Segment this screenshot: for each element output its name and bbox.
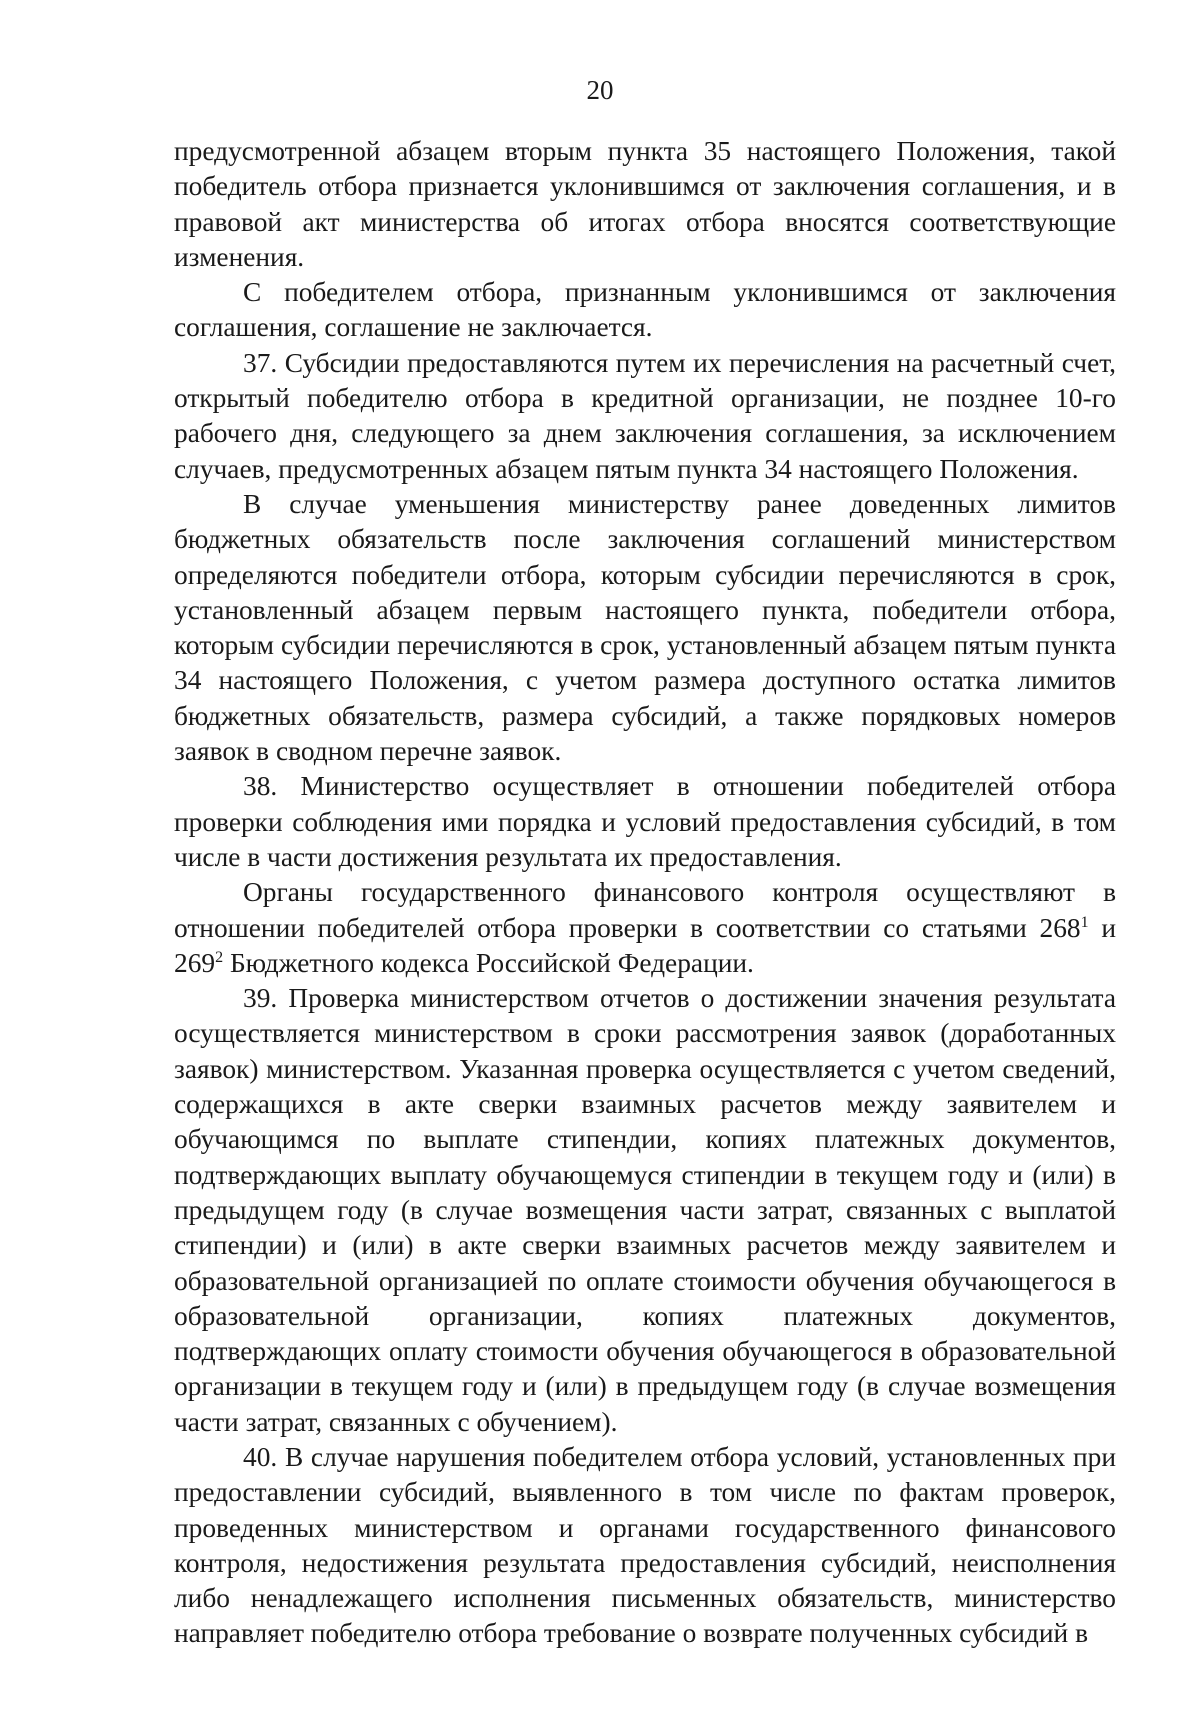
document-body xyxy=(174,134,1116,1652)
superscript: 1 xyxy=(1080,913,1089,931)
paragraph xyxy=(174,875,1116,981)
paragraph-text: Органы государственного финансового контроля осуществляют в отношении победителей отбора проверки в соответствии со статьями 268 xyxy=(174,877,1116,943)
superscript: 2 xyxy=(215,948,224,966)
paragraph xyxy=(174,769,1116,875)
paragraph xyxy=(174,346,1116,487)
paragraph xyxy=(174,487,1116,769)
paragraph-text: 38. Министерство осуществляет в отношении победителей отбора проверки соблюдения ими порядка и условий предоставления субсидий, в том числе в части достижения результата их предоставления. xyxy=(174,771,1116,872)
paragraph-text: 40. В случае нарушения победителем отбора условий, установленных при предоставлении субсидий, выявленного в том числе по фактам проверок, проведенных министерством и органами государственного финансового контроля, недостижения результата предоставления субсидий, неисполнения либо ненадлежащего исполнения письменных обязательств, министерство направляет победителю отбора требование о возврате полученных субсидий в xyxy=(174,1441,1116,1649)
paragraph-text: предусмотренной абзацем вторым пункта 35 настоящего Положения, такой победитель отбора признается уклонившимся от заключения соглашения, и в правовой акт министерства об итогах отбора вносятся соответствующие изменения. xyxy=(174,136,1116,272)
paragraph-text: С победителем отбора, признанным уклонившимся от заключения соглашения, соглашение не заключается. xyxy=(174,277,1116,343)
paragraph-text: и 269 xyxy=(174,912,1116,978)
paragraph-text: В случае уменьшения министерству ранее доведенных лимитов бюджетных обязательств после заключения соглашений министерством определяются победители отбора, которым субсидии перечисляются в срок, установленный абзацем первым настоящего пункта, победители отбора, которым субсидии перечисляются в срок, установленный абзацем пятым пункта 34 настоящего Положения, с учетом размера доступного остатка лимитов бюджетных обязательств, размера субсидий, а также порядковых номеров заявок в сводном перечне заявок. xyxy=(174,488,1116,767)
paragraph xyxy=(174,134,1116,275)
paragraph-text: 39. Проверка министерством отчетов о достижении значения результата осуществляется министерством в сроки рассмотрения заявок (доработанных заявок) министерством. Указанная проверка осуществляется с учетом сведений, содержащихся в акте сверки взаимных расчетов между заявителем и обучающимся по выплате стипендии, копиях платежных документов, подтверждающих выплату обучающемуся стипендии в текущем году и (или) в предыдущем году (в случае возмещения части затрат, связанных с выплатой стипендии) и (или) в акте сверки взаимных расчетов между заявителем и образовательной организацией по оплате стоимости обучения обучающегося в образовательной организации, копиях платежных документов, подтверждающих оплату стоимости обучения обучающегося в образовательной организации в текущем году и (или) в предыдущем году (в случае возмещения части затрат, связанных с обучением). xyxy=(174,983,1116,1437)
page-number: 20 xyxy=(586,75,614,105)
paragraph xyxy=(174,981,1116,1440)
paragraph-text: 37. Субсидии предоставляются путем их перечисления на расчетный счет, открытый победителю отбора в кредитной организации, не позднее 10-го рабочего дня, следующего за днем заключения соглашения, за исключением случаев, предусмотренных абзацем пятым пункта 34 настоящего Положения. xyxy=(174,347,1116,484)
paragraph-text: Бюджетного кодекса Российской Федерации. xyxy=(223,947,754,978)
paragraph xyxy=(174,275,1116,346)
paragraph xyxy=(174,1440,1116,1652)
